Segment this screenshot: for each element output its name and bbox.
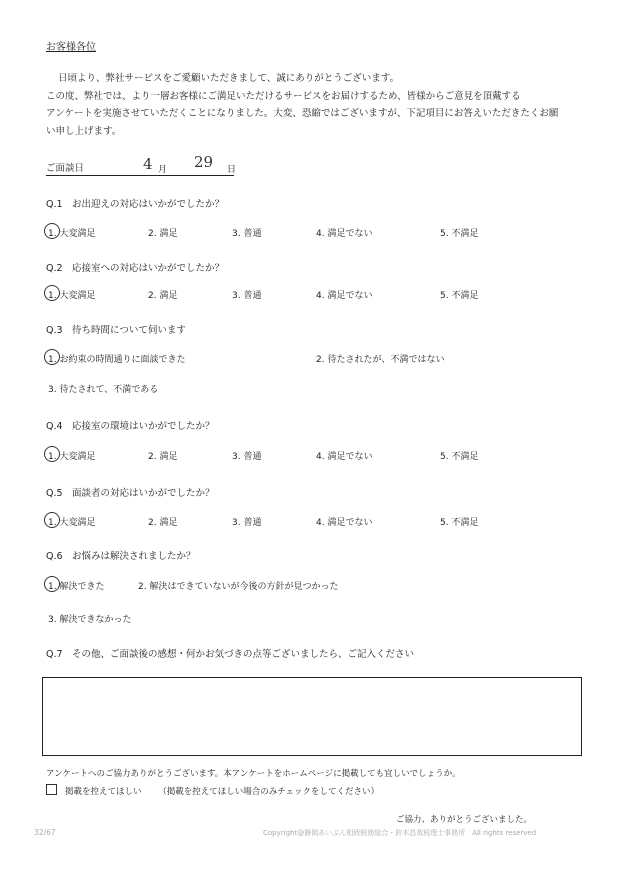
day-unit: 日 <box>227 165 237 175</box>
q4-option-4[interactable]: 4. 満足でない <box>316 452 373 462</box>
q2-option-2[interactable]: 2. 満足 <box>148 291 178 301</box>
consent-checkbox-label: 掲載を控えてほしい <box>65 787 142 797</box>
q1-option-2[interactable]: 2. 満足 <box>148 229 178 239</box>
q6-question: Q.6 お悩みは解決されましたか？ <box>46 551 196 562</box>
q3-question: Q.3 待ち時間について伺います <box>46 325 186 336</box>
q5-question: Q.5 面談者の対応はいかがでしたか？ <box>46 488 215 499</box>
consent-checkbox-note: （掲載を控えてほしい場合のみチェックをしてください） <box>158 787 379 797</box>
interview-date-field[interactable] <box>46 153 237 176</box>
page-title: お客様各位 <box>46 42 96 53</box>
q2-option-1[interactable]: 1. 大変満足 <box>48 288 95 301</box>
selected-circle-mark <box>44 446 60 462</box>
q1-option-5[interactable]: 5. 不満足 <box>440 229 479 239</box>
q4-option-3[interactable]: 3. 普通 <box>232 452 262 462</box>
q6-option-2[interactable]: 2. 解決はできていないが今後の方針が見つかった <box>138 582 339 592</box>
selected-circle-mark <box>44 512 60 528</box>
intro-line: この度、弊社では、より一層お客様にご満足いただけるサービスをお届けするため、皆様からご意見を頂戴する <box>46 90 521 102</box>
q3-option-3[interactable]: 3. 待たされて、不満である <box>48 385 159 395</box>
q5-option-4[interactable]: 4. 満足でない <box>316 518 373 528</box>
q5-option-2[interactable]: 2. 満足 <box>148 518 178 528</box>
q3-option-1[interactable]: 1. お約束の時間通りに面談できた <box>48 352 185 365</box>
q1-option-1[interactable]: 1. 大変満足 <box>48 226 95 239</box>
day-value: 29 <box>194 153 214 171</box>
q1-option-3[interactable]: 3. 普通 <box>232 229 262 239</box>
intro-line: アンケートを実施させていただくことになりました。大変、恐縮ではございますが、下記項目にお答えいただきたくお願 <box>46 108 559 119</box>
page-number: 32/67 <box>34 828 56 837</box>
consent-question: アンケートへのご協力ありがとうございます。本アンケートをホームページに掲載しても宜しいでしょうか。 <box>46 769 461 779</box>
q4-option-2[interactable]: 2. 満足 <box>148 452 178 462</box>
q3-option-2[interactable]: 2. 待たされたが、不満ではない <box>316 355 445 365</box>
intro-text <box>46 70 591 140</box>
selected-circle-mark <box>44 285 60 301</box>
q4-option-1[interactable]: 1. 大変満足 <box>48 449 95 462</box>
q2-option-3[interactable]: 3. 普通 <box>232 291 262 301</box>
consent-checkbox[interactable] <box>46 784 57 795</box>
copyright-text: Copyright@静岡あいぶん相続税務総合・鈴木昌哉税理士事務所 All rights reserved <box>263 829 537 837</box>
q5-option-1[interactable]: 1. 大変満足 <box>48 515 95 528</box>
month-unit: 月 <box>158 165 168 175</box>
thanks-text: ご協力、ありがとうございました。 <box>396 815 533 825</box>
selected-circle-mark <box>44 223 60 239</box>
q1-question: Q.1 お出迎えの対応はいかがでしたか？ <box>46 199 225 210</box>
q2-option-4[interactable]: 4. 満足でない <box>316 291 373 301</box>
selected-circle-mark <box>44 349 60 365</box>
q1-option-4[interactable]: 4. 満足でない <box>316 229 373 239</box>
q2-option-5[interactable]: 5. 不満足 <box>440 291 479 301</box>
q7-question: Q.7 その他、ご面談後の感想・何かお気づきの点等ございましたら、ご記入ください <box>46 649 415 660</box>
selected-circle-mark <box>44 576 60 592</box>
q4-question: Q.4 応接室の環境はいかがでしたか？ <box>46 421 215 432</box>
month-value: 4 <box>143 155 153 173</box>
q6-option-1[interactable]: 1. 解決できた <box>48 579 104 592</box>
intro-line: い申し上げます。 <box>46 125 122 137</box>
consent-row <box>46 784 379 797</box>
q4-option-5[interactable]: 5. 不満足 <box>440 452 479 462</box>
q6-option-3[interactable]: 3. 解決できなかった <box>48 615 132 625</box>
q5-option-3[interactable]: 3. 普通 <box>232 518 262 528</box>
date-label: ご面談日 <box>46 163 85 174</box>
q5-option-5[interactable]: 5. 不満足 <box>440 518 479 528</box>
q7-comment-box[interactable] <box>42 677 582 756</box>
intro-line: 日頃より、弊社サービスをご愛顧いただきまして、誠にありがとうございます。 <box>58 73 400 84</box>
q2-question: Q.2 応接室への対応はいかがでしたか？ <box>46 263 225 274</box>
